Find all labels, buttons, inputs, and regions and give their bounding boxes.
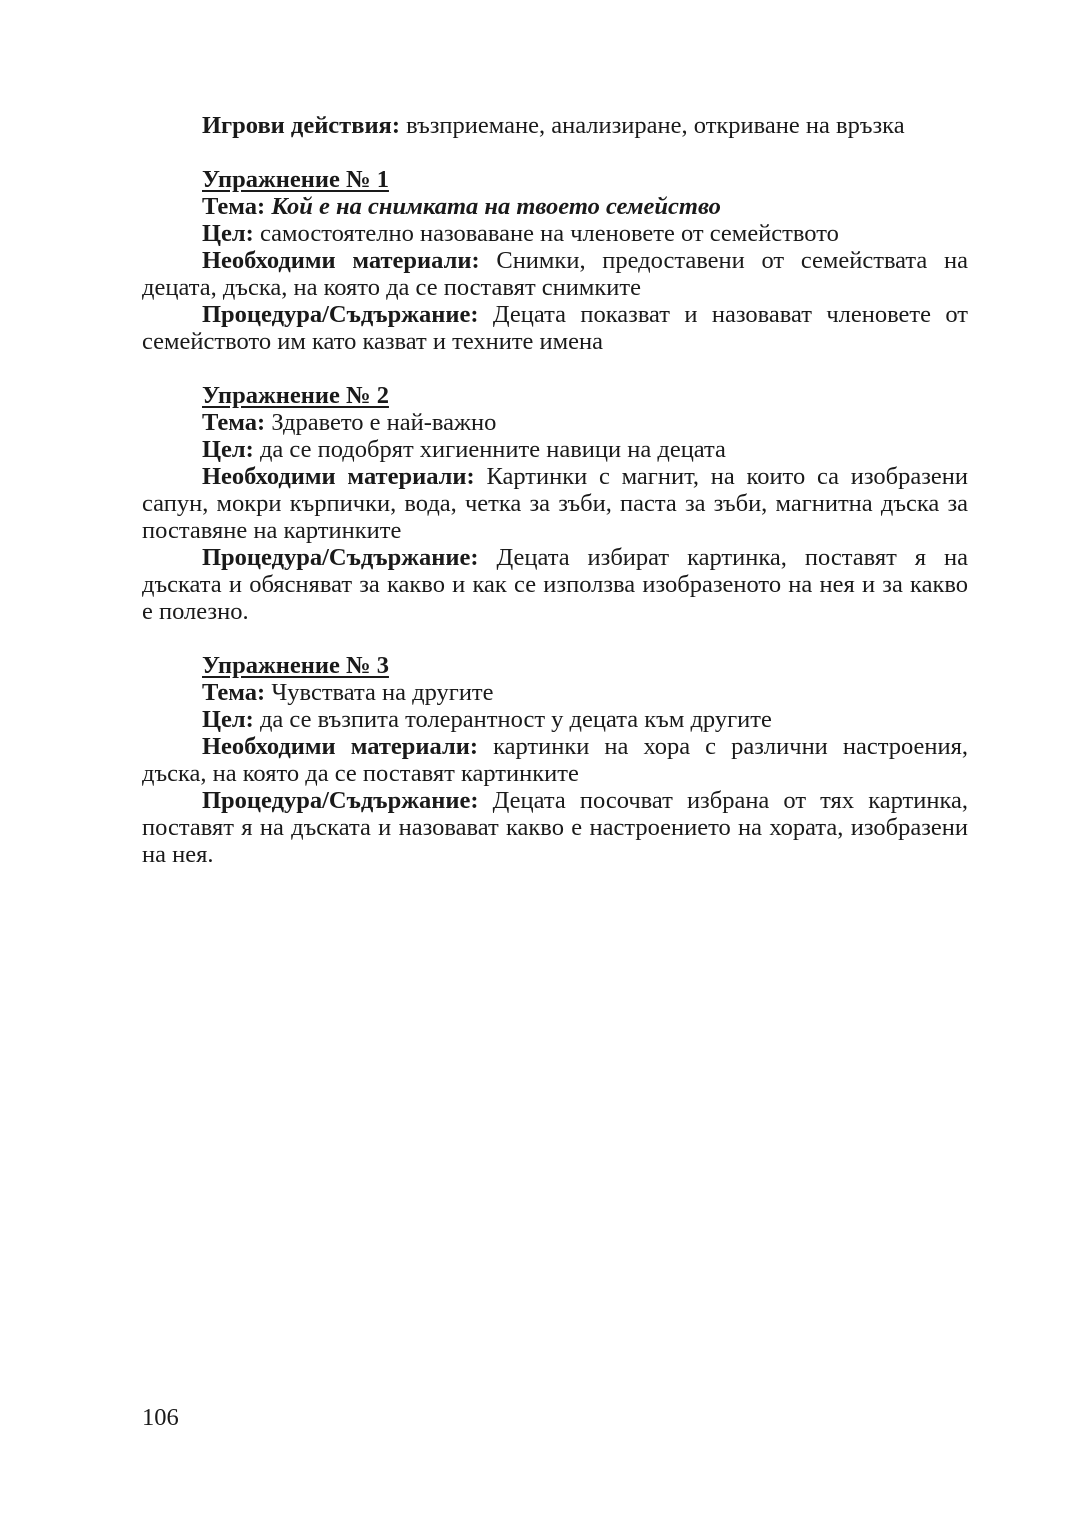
goal-text: да се подобрят хигиенните навици на децата xyxy=(253,436,726,463)
intro-label: Игрови действия: xyxy=(202,112,400,139)
exercise-3 xyxy=(142,652,968,868)
procedure-label: Процедура/Съдържание: xyxy=(202,544,479,571)
page-number: 106 xyxy=(142,1404,179,1431)
exercise-heading: Упражнение № 3 xyxy=(202,652,389,679)
intro-paragraph xyxy=(142,112,968,139)
materials-label: Необходими материали: xyxy=(202,733,479,760)
intro-text: възприемане, анализиране, откриване на връзка xyxy=(399,112,905,139)
exercise-goal xyxy=(142,436,968,463)
spacer xyxy=(142,139,968,166)
theme-label: Тема: xyxy=(202,679,266,706)
goal-label: Цел: xyxy=(202,436,254,463)
exercise-1 xyxy=(142,166,968,355)
spacer xyxy=(142,625,968,652)
goal-text: да се възпита толерантност у децата към другите xyxy=(253,706,772,733)
theme-label: Тема: xyxy=(202,193,266,220)
procedure-label: Процедура/Съдържание: xyxy=(202,787,479,814)
materials-text: Картинки с магнит, на които са изобразени сапун, мокри кърпички, вода, четка за зъби, паста за зъби, магнитна дъска за поставяне на картинките xyxy=(142,463,968,544)
theme-label: Тема: xyxy=(202,409,266,436)
exercise-procedure xyxy=(142,301,968,355)
exercise-2 xyxy=(142,382,968,625)
exercise-theme xyxy=(142,193,968,220)
materials-label: Необходими материали: xyxy=(202,463,475,490)
exercise-theme xyxy=(142,409,968,436)
exercise-procedure xyxy=(142,544,968,625)
exercise-materials xyxy=(142,733,968,787)
exercise-goal xyxy=(142,220,968,247)
procedure-label: Процедура/Съдържание: xyxy=(202,301,479,328)
procedure-text: Децата избират картинка, поставят я на дъската и обясняват за какво и как се използва изобразеното на нея и за какво е полезно. xyxy=(142,544,968,625)
exercise-materials xyxy=(142,463,968,544)
materials-text: Снимки, предоставени от семействата на децата, дъска, на която да се поставят снимките xyxy=(142,247,968,301)
exercise-theme xyxy=(142,679,968,706)
theme-text: Здравето е най-важно xyxy=(265,409,497,436)
theme-text: Кой е на снимката на твоето семейство xyxy=(271,193,721,220)
exercise-heading: Упражнение № 2 xyxy=(202,382,389,409)
exercise-procedure xyxy=(142,787,968,868)
procedure-text: Децата посочват избрана от тях картинка, поставят я на дъската и назовават какво е настроението на хората, изобразени на нея. xyxy=(142,787,968,868)
document-body xyxy=(142,112,968,868)
theme-text: Чувствата на другите xyxy=(265,679,494,706)
goal-text: самостоятелно назоваване на членовете от семейството xyxy=(253,220,839,247)
exercise-heading: Упражнение № 1 xyxy=(202,166,389,193)
goal-label: Цел: xyxy=(202,706,254,733)
exercise-goal xyxy=(142,706,968,733)
exercise-materials xyxy=(142,247,968,301)
materials-label: Необходими материали: xyxy=(202,247,480,274)
materials-text: картинки на хора с различни настроения, дъска, на която да се поставят картинките xyxy=(142,733,969,787)
procedure-text: Децата показват и назовават членовете от семейството им като казват и техните имена xyxy=(142,301,968,355)
goal-label: Цел: xyxy=(202,220,254,247)
spacer xyxy=(142,355,968,382)
